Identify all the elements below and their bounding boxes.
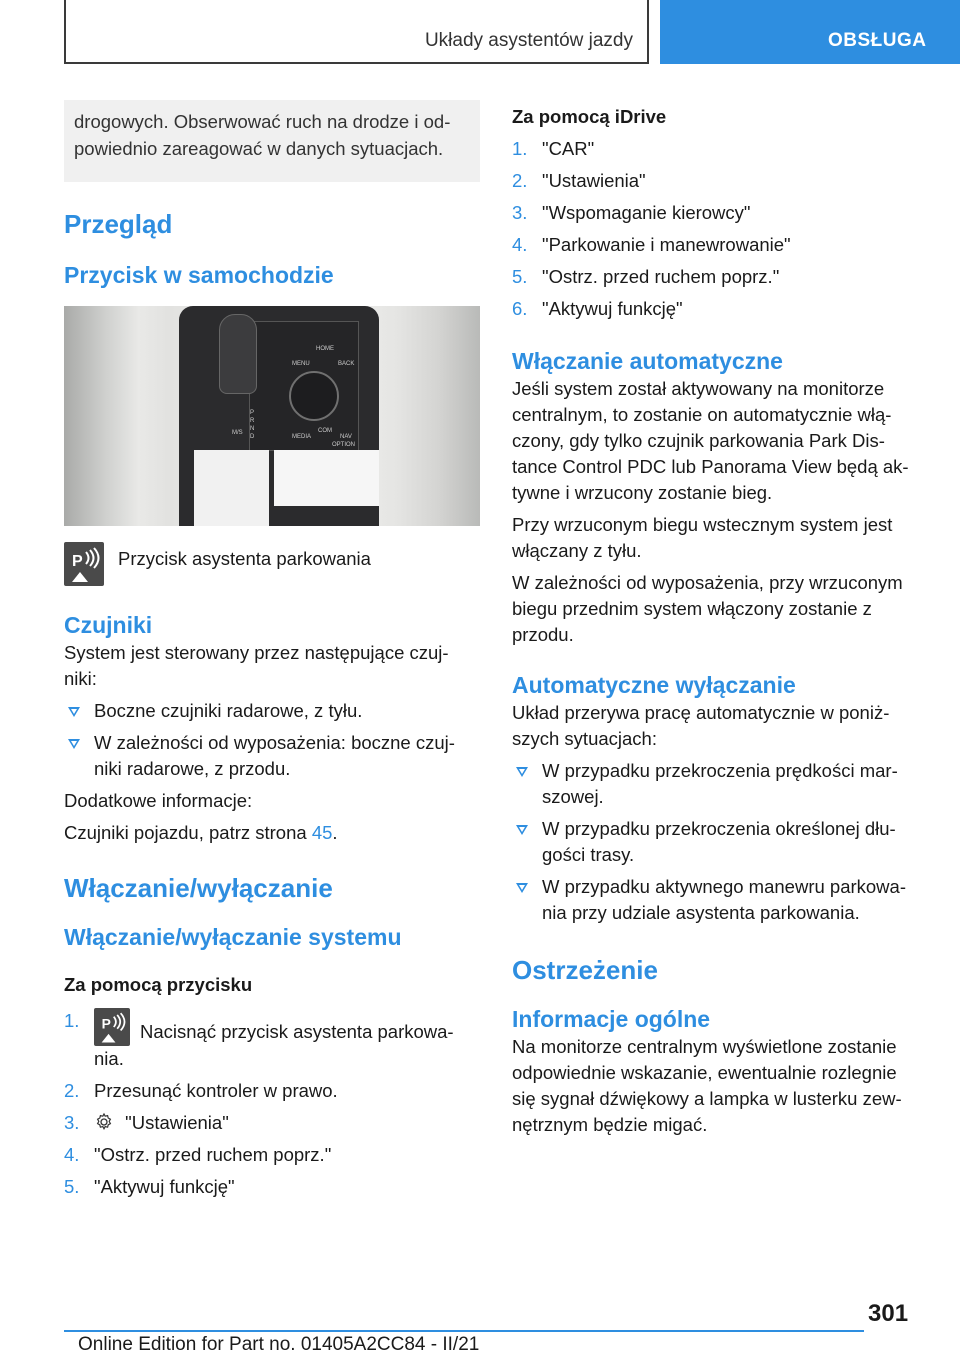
heading-system-on-off: Włączanie/wyłączanie systemu (64, 924, 402, 950)
heading-overview: Przegląd (64, 209, 173, 239)
photo-label: D (250, 434, 255, 440)
right-column (512, 104, 922, 1138)
list-item: W zależności od wyposażenia: boczne czuj- niki radarowe, z przodu. (64, 730, 480, 782)
see-also: Czujniki pojazdu, patrz strona 45. (64, 822, 338, 843)
list-item: W przypadku przekroczenia określonej dłu- gości trasy. (512, 816, 922, 868)
header-tab[interactable] (660, 0, 960, 64)
heading-sensors: Czujniki (64, 612, 153, 638)
extra-info-label: Dodatkowe informacje: (64, 790, 253, 811)
triangle-bullet-icon (516, 767, 528, 777)
step-item: 3. "Ustawienia" (64, 1112, 229, 1133)
triangle-bullet-icon (516, 825, 528, 835)
console-photo (64, 306, 480, 526)
step-item: 6. "Aktywuj funkcję" (512, 298, 683, 319)
heading-on-off: Włączanie/wyłączanie (64, 873, 333, 903)
gear-selector (219, 314, 257, 394)
svg-text:P: P (72, 553, 83, 570)
forward-text: W zależności od wyposażenia, przy wrzuconym biegu przednim system włączony zostanie z przodu. (512, 572, 903, 645)
console-trim (274, 450, 379, 506)
parking-button-legend (64, 542, 480, 586)
step-item: 1. P Nacisnąć przycisk asystenta parkowa- nia. (64, 1010, 454, 1069)
parking-assistant-icon (94, 1008, 130, 1046)
auto-off-text: Układ przerywa pracę automatycznie w poniż- szych sytuacjach: (512, 702, 890, 749)
photo-label: BACK (338, 361, 355, 367)
photo-label: MEDIA (292, 434, 312, 440)
note-line: drogowych. Obserwować ruch na drodze i od- (74, 111, 451, 132)
heading-by-button: Za pomocą przycisku (64, 974, 253, 995)
sensors-text: System jest sterowany przez następujące czuj- (64, 642, 449, 663)
sensors-text: niki: (64, 668, 97, 689)
photo-label: COM (318, 428, 332, 434)
step-item: 2. Przesunąć kontroler w prawo. (64, 1080, 338, 1101)
heading-by-idrive: Za pomocą iDrive (512, 106, 667, 127)
parking-button-caption: Przycisk asystenta parkowania (118, 548, 371, 569)
photo-label: R (250, 418, 255, 424)
button-steps (64, 1008, 480, 1200)
photo-label: N (250, 426, 255, 432)
auto-off-list (512, 758, 922, 926)
triangle-bullet-icon (68, 739, 80, 749)
photo-label: P (250, 410, 255, 416)
general-text: Na monitorze centralnym wyświetlone zostanie odpowiednie wskazanie, ewentualnie rozlegnie się sygnał dźwiękowy a lampka w lusterku zew- nętrznym będzie migać. (512, 1036, 902, 1135)
step-item: 2. "Ustawienia" (512, 170, 646, 191)
svg-text:P: P (101, 1015, 111, 1032)
settings-gear-icon (94, 1112, 114, 1132)
list-item: W przypadku przekroczenia prędkości mar- szowej. (512, 758, 922, 810)
tab-label: OBSŁUGA (828, 30, 927, 51)
parking-assistant-icon (64, 542, 104, 586)
step-item: 1. "CAR" (512, 138, 595, 159)
page-link[interactable]: 45 (311, 822, 333, 843)
step-item: 3. "Wspomaganie kierowcy" (512, 202, 751, 223)
heading-warning: Ostrzeżenie (512, 955, 658, 985)
photo-label: NAV (340, 434, 352, 440)
step-item: 4. "Parkowanie i manewrowanie" (512, 234, 791, 255)
section-title: Układy asystentów jazdy (424, 30, 633, 51)
footer-divider (64, 1330, 864, 1332)
step-item: 4. "Ostrz. przed ruchem poprz." (64, 1144, 332, 1165)
list-item: W przypadku aktywnego manewru parkowa- nia przy udziale asystenta parkowania. (512, 874, 922, 926)
triangle-bullet-icon (68, 707, 80, 717)
header-section (64, 0, 649, 64)
heading-button-in-car: Przycisk w samochodzie (64, 262, 334, 288)
reverse-text: Przy wrzuconym biegu wstecznym system jest włączany z tyłu. (512, 514, 893, 561)
photo-label: OPTION (332, 442, 356, 448)
step-item: 5. "Ostrz. przed ruchem poprz." (512, 266, 780, 287)
photo-label: MENU (292, 361, 310, 367)
idrive-steps (512, 136, 922, 322)
edition-footer: Online Edition for Part no. 01405A2CC84 - II/21 (78, 1334, 480, 1355)
console-trim (194, 450, 269, 526)
auto-on-text: Jeśli system został aktywowany na monitorze centralnym, to zostanie on automatycznie włą- czony, gdy tylko czujnik parkowania Park Dis- tance Control PDC lub Panorama View będą ak- tywne i wrzucony zostanie bieg. (512, 378, 909, 503)
idrive-controller (289, 371, 339, 421)
heading-general-info: Informacje ogólne (512, 1006, 711, 1032)
heading-auto-off: Automatyczne wyłączanie (512, 672, 796, 698)
photo-label: M/S (232, 430, 243, 436)
page-number: 301 (868, 1300, 909, 1327)
note-line: powiednio zareagować w danych sytuacjach. (74, 138, 444, 159)
sensor-list (64, 698, 480, 782)
list-item: Boczne czujniki radarowe, z tyłu. (64, 698, 480, 724)
heading-auto-on: Włączanie automatyczne (512, 348, 783, 374)
warning-note-continuation (64, 100, 480, 182)
photo-label: HOME (316, 346, 334, 352)
step-item: 5. "Aktywuj funkcję" (64, 1176, 235, 1197)
left-column (64, 100, 480, 1200)
triangle-bullet-icon (516, 883, 528, 893)
